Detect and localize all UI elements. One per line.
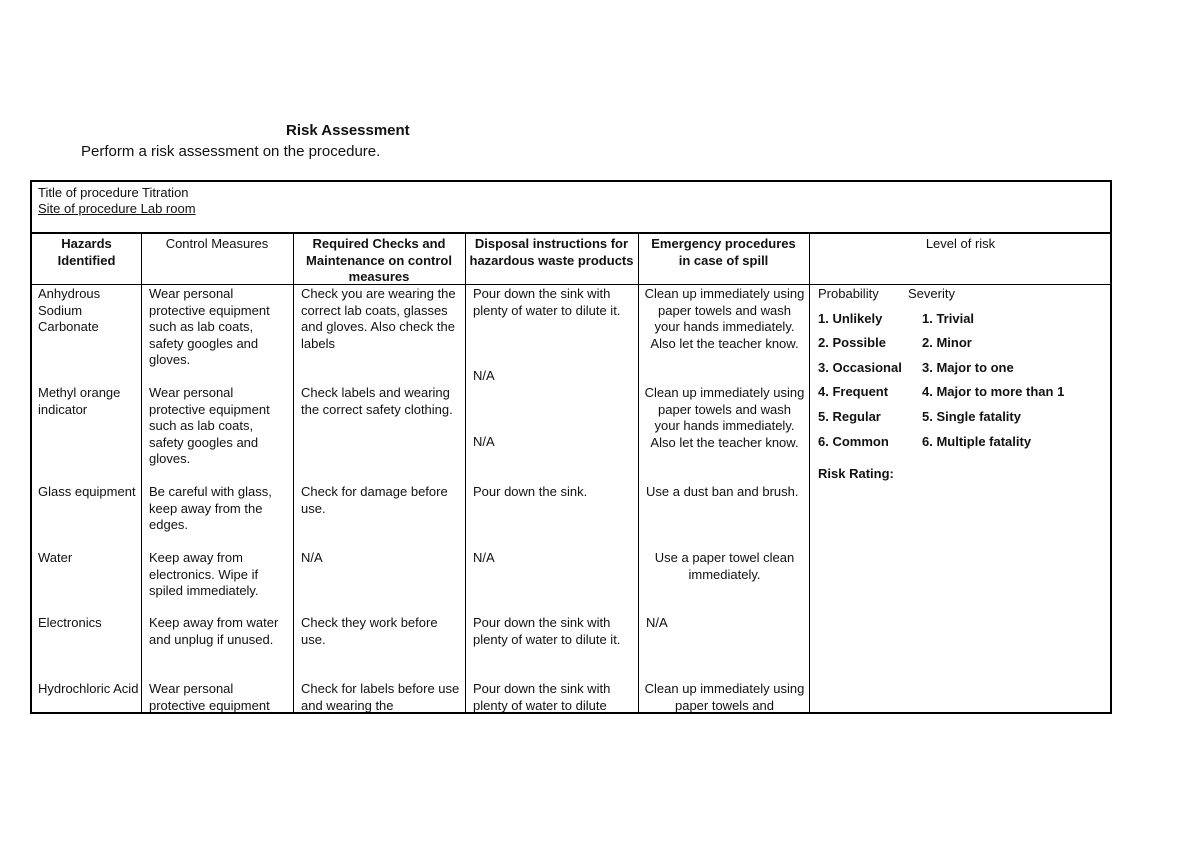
emergency-cell: N/A bbox=[646, 615, 668, 630]
page-subtitle: Perform a risk assessment on the procedure. bbox=[81, 143, 381, 160]
disposal-cell: Pour down the sink with plenty of water to dilute it. bbox=[473, 615, 621, 647]
procedure-info bbox=[32, 182, 1110, 234]
severity-level: 1. Trivial bbox=[922, 310, 975, 326]
header-disposal: Disposal instructions for hazardous waste products bbox=[469, 236, 634, 268]
check-cell: N/A bbox=[301, 550, 323, 565]
severity-level: 2. Minor bbox=[922, 335, 972, 351]
probability-level: 2. Possible bbox=[818, 335, 886, 351]
header-required-checks: Required Checks and Maintenance on control measures bbox=[306, 236, 452, 284]
disposal-cell: Pour down the sink with plenty of water to dilute bbox=[473, 681, 611, 713]
emergency-cell: Use a paper towel clean immediately. bbox=[654, 550, 795, 582]
hazard-cell: Water bbox=[38, 550, 73, 565]
control-cell: Keep away from water and unplug if unused. bbox=[149, 615, 279, 647]
disposal-cell: Pour down the sink. bbox=[473, 484, 588, 499]
disposal-cell: N/A bbox=[473, 434, 495, 449]
risk-level-key bbox=[818, 286, 1108, 491]
hazard-cell: Hydrochloric Acid bbox=[38, 681, 139, 696]
severity-level: 5. Single fatality bbox=[922, 408, 1021, 424]
page-title: Risk Assessment bbox=[286, 122, 410, 139]
disposal-cell: Pour down the sink with plenty of water to dilute it. bbox=[473, 286, 621, 318]
procedure-title: Title of procedure Titration bbox=[38, 185, 189, 200]
emergency-cell: Clean up immediately using paper towels and wash your hands immediately. Also let the teacher know. bbox=[644, 385, 805, 450]
control-cell: Keep away from electronics. Wipe if spiled immediately. bbox=[149, 550, 259, 598]
probability-level: 6. Common bbox=[818, 433, 889, 449]
header-level-of-risk: Level of risk bbox=[925, 236, 996, 251]
check-cell: Check for damage before use. bbox=[301, 484, 448, 516]
hazard-cell: Anhydrous Sodium Carbonate bbox=[38, 286, 101, 334]
header-control-measures: Control Measures bbox=[165, 236, 269, 251]
disposal-cell: N/A bbox=[473, 550, 495, 565]
column-divider bbox=[465, 234, 466, 714]
probability-level: 3. Occasional bbox=[818, 359, 902, 375]
severity-level: 3. Major to one bbox=[922, 359, 1014, 375]
hazard-cell: Electronics bbox=[38, 615, 102, 630]
header-emergency: Emergency procedures in case of spill bbox=[651, 236, 796, 268]
column-divider bbox=[809, 234, 810, 714]
procedure-site: Site of procedure Lab room bbox=[38, 201, 196, 216]
probability-label: Probability bbox=[818, 286, 879, 301]
column-divider bbox=[293, 234, 294, 714]
severity-label: Severity bbox=[908, 286, 955, 301]
severity-level: 4. Major to more than 1 bbox=[922, 384, 1065, 400]
control-cell: Wear personal protective equipment such as lab coats, safety googles and gloves. bbox=[149, 286, 270, 367]
disposal-cell: N/A bbox=[473, 368, 495, 383]
hazard-cell: Methyl orange indicator bbox=[38, 385, 121, 417]
risk-assessment-table bbox=[30, 180, 1112, 714]
probability-level: 4. Frequent bbox=[818, 384, 889, 400]
severity-level: 6. Multiple fatality bbox=[922, 433, 1032, 449]
control-cell: Wear personal protective equipment bbox=[149, 681, 270, 713]
check-cell: Check they work before use. bbox=[301, 615, 438, 647]
risk-rating-label: Risk Rating: bbox=[818, 466, 894, 482]
probability-level: 5. Regular bbox=[818, 408, 881, 424]
check-cell: Check labels and wearing the correct safety clothing. bbox=[301, 385, 453, 417]
emergency-cell: Clean up immediately using paper towels and bbox=[644, 681, 805, 713]
check-cell: Check for labels before use and wearing the bbox=[301, 681, 460, 713]
control-cell: Wear personal protective equipment such as lab coats, safety googles and gloves. bbox=[149, 385, 270, 466]
check-cell: Check you are wearing the correct lab coats, glasses and gloves. Also check the labels bbox=[301, 286, 456, 351]
probability-level: 1. Unlikely bbox=[818, 310, 883, 326]
emergency-cell: Clean up immediately using paper towels and wash your hands immediately. Also let the teacher know. bbox=[644, 286, 805, 351]
column-divider bbox=[638, 234, 639, 714]
hazard-cell: Glass equipment bbox=[38, 484, 136, 499]
column-divider bbox=[141, 234, 142, 714]
header-hazards: Hazards Identified bbox=[57, 236, 116, 268]
control-cell: Be careful with glass, keep away from the edges. bbox=[149, 484, 272, 532]
emergency-cell: Use a dust ban and brush. bbox=[646, 484, 799, 499]
